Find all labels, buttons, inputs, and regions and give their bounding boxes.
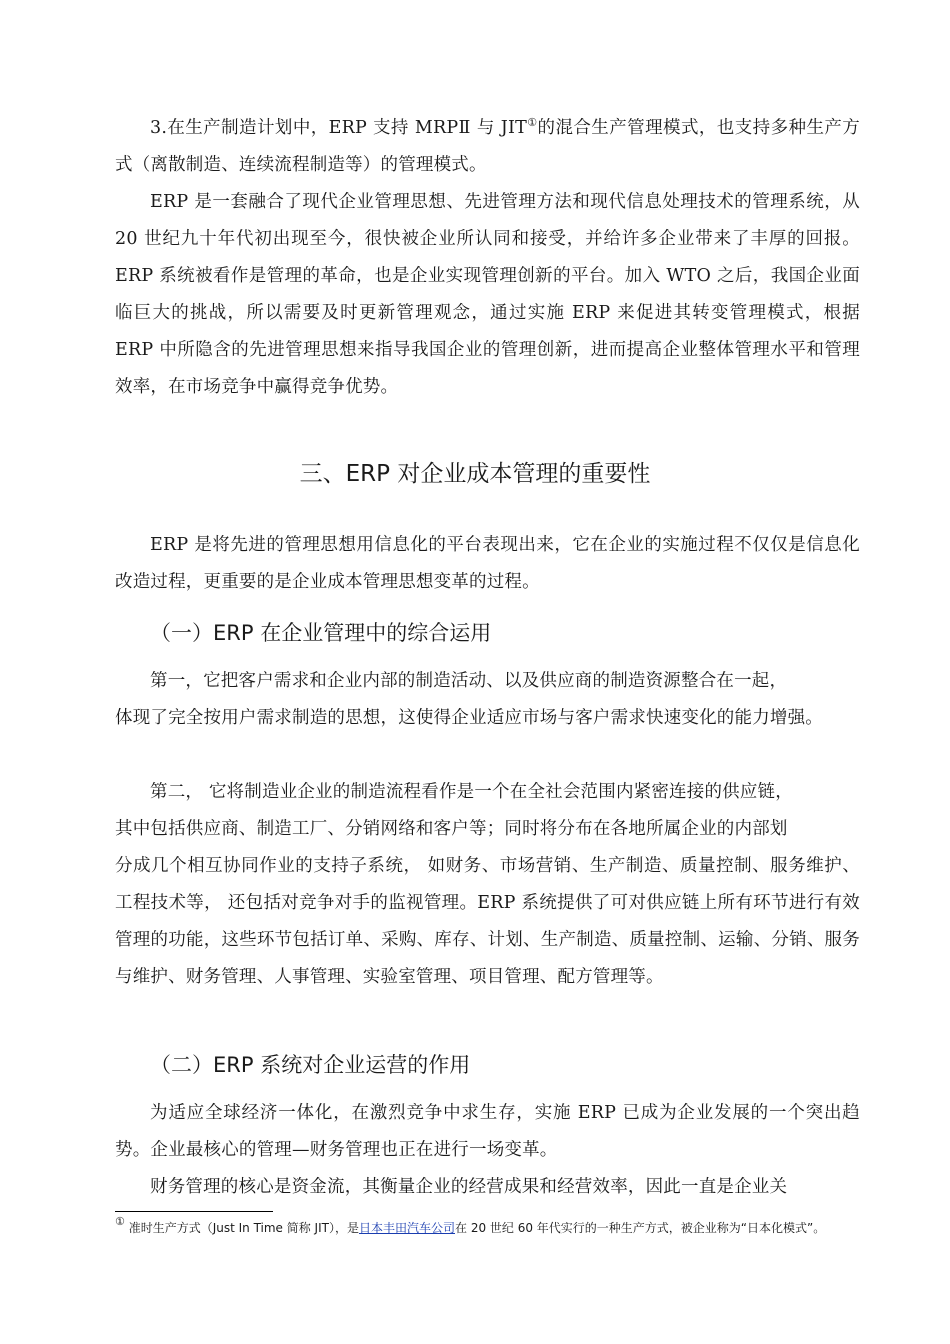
paragraph-line: 其中包括供应商、制造工厂、分销网络和客户等；同时将分布在各地所属企业的内部划 (115, 819, 788, 839)
paragraph-global-economy: 为适应全球经济一体化，在激烈竞争中求生存，实施 ERP 已成为企业发展的一个突出趋势。企业最核心的管理—财务管理也正在进行一场变革。 (115, 1103, 860, 1160)
paragraph-erp-intro: ERP 是将先进的管理思想用信息化的平台表现出来，它在企业的实施过程不仅仅是信息化改造过程，更重要的是企业成本管理思想变革的过程。 (115, 535, 860, 592)
footnote-divider (115, 1211, 273, 1212)
paragraph-text: 的混合生产管理模式，也支持多种生产方式（离散制造、连续流程制造等）的管理模式。 (115, 118, 861, 175)
footnote-text: 准时生产方式（Just In Time 简称 JIT），是 (124, 1221, 359, 1235)
paragraph-line: 第二， 它将制造业企业的制造流程看作是一个在全社会范围内紧密连接的供应链， (150, 782, 793, 802)
subheading-comprehensive-use: （一）ERP 在企业管理中的综合运用 (150, 621, 492, 645)
paragraph-financial-management: 财务管理的核心是资金流，其衡量企业的经营成果和经营效率，因此一直是企业关 (150, 1177, 788, 1197)
paragraph-line: 分成几个相互协同作业的支持子系统， 如财务、市场营销、生产制造、质量控制、服务维护、工程技术等， 还包括对竞争对手的监视管理。ERP 系统提供了可对供应链上所有环节进行有效管理的功能，这些环节包括订单、采购、库存、计划、生产制造、质量控制、运输、分销、服务与维护、财务管理、人事管理、实验室管理、项目管理、配方管理等。 (115, 856, 860, 987)
paragraph-text: 3.在生产制造计划中，ERP 支持 MRPⅡ 与 JIT (150, 118, 527, 138)
footnote-mark: ① (115, 1215, 125, 1228)
subheading-operational-role: （二）ERP 系统对企业运营的作用 (150, 1053, 471, 1077)
footnote-reference[interactable]: ① (526, 116, 538, 129)
footnote-text: 在 20 世纪 60 年代实行的一种生产方式，被企业称为“日本化模式”。 (455, 1221, 826, 1235)
paragraph-erp-production-planning (115, 110, 860, 184)
footnote-link-toyota[interactable]: 日本丰田汽车公司 (358, 1221, 455, 1235)
paragraph-line: 体现了完全按用户需求制造的思想，这使得企业适应市场与客户需求快速变化的能力增强。 (115, 708, 823, 728)
paragraph-line: 第一，它把客户需求和企业内部的制造活动、以及供应商的制造资源整合在一起， (150, 671, 788, 691)
paragraph-erp-overview: ERP 是一套融合了现代企业管理思想、先进管理方法和现代信息处理技术的管理系统，从 20 世纪九十年代初出现至今，很快被企业所认同和接受，并给许多企业带来了丰厚的回报。ERP 系统被看作是管理的革命，也是企业实现管理创新的平台。加入 WTO 之后，我国企业面临巨大的挑战，所以需要及时更新管理观念，通过实施 ERP 来促进其转变管理模式，根据 ERP 中所隐含的先进管理思想来指导我国企业的管理创新，进而提高企业整体管理水平和管理效率，在市场竞争中赢得竞争优势。 (115, 192, 860, 397)
footnote (115, 1215, 860, 1237)
section-heading-erp-cost-management: 三、ERP 对企业成本管理的重要性 (299, 461, 651, 487)
